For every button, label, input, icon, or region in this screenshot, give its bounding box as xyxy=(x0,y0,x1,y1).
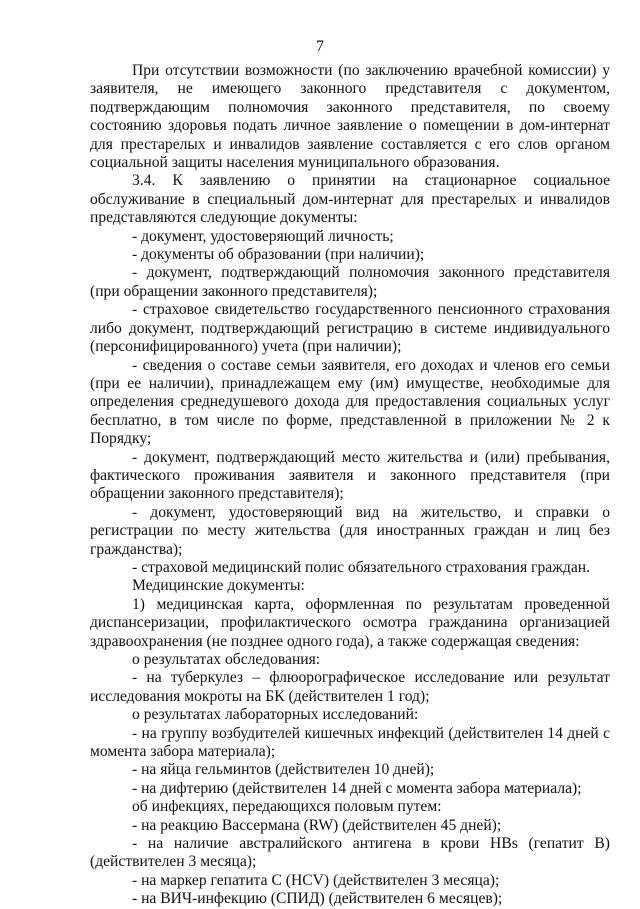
list-item-representative-authority: - документ, подтверждающий полномочия законного представителя (при обращении законного представителя); xyxy=(90,264,610,300)
paragraph-representative-absence: При отсутствии возможности (по заключению врачебной комиссии) у заявителя, не имеющего законного представителя с документом, подтверждающим полномочия законного представителя, по своему состоянию здоровья подать личное заявление о помещении в дом-интернат для престарелых и инвалидов заявление составляется с его слов органом социальной защиты населения муниципального образования. xyxy=(90,62,610,172)
list-item-helminths: - на яйца гельминтов (действителен 10 дней); xyxy=(132,761,435,779)
list-item-residence: - документ, подтверждающий место жительства и (или) пребывания, фактического проживания заявителя и законного представителя (при обращении законного представителя); xyxy=(90,448,610,503)
list-item-identity-document: - документ, удостоверяющий личность; xyxy=(132,227,394,245)
page-number: 7 xyxy=(316,38,324,55)
list-item-hbs-antigen: - на наличие австралийского антигена в крови HBs (гепатит B) (действителен 3 месяца); xyxy=(90,835,610,871)
subheading-examination-results: о результатах обследования: xyxy=(132,651,321,668)
subheading-lab-results: о результатах лабораторных исследований: xyxy=(132,706,419,724)
list-item-diphtheria: - на дифтерию (действителен 14 дней с момента забора материала); xyxy=(132,779,582,797)
list-item-wassermann: - на реакцию Вассермана (RW) (действителен 45 дней); xyxy=(132,816,502,834)
list-item-hiv: - на ВИЧ-инфекцию (СПИД) (действителен 6 месяцев); xyxy=(132,890,503,908)
list-item-medical-policy: - страховой медицинский полис обязательного страхования граждан. xyxy=(132,558,591,576)
paragraph-3-4-heading: 3.4. К заявлению о принятии на стационарное социальное обслуживание в специальный дом-интернат для престарелых и инвалидов представляются следующие документы: xyxy=(90,172,610,227)
list-item-education-documents: - документы об образовании (при наличии); xyxy=(132,246,425,264)
document-body xyxy=(90,62,610,909)
list-item-pension-insurance: - страховое свидетельство государственного пенсионного страхования либо документ, подтверждающий регистрацию в системе индивидуального (персонифицированного) учета (при наличии); xyxy=(90,301,610,356)
list-item-tuberculosis: - на туберкулез – флюорографическое исследование или результат исследования мокроты на БК (действителен 1 год); xyxy=(90,669,610,705)
list-item-intestinal-infections: - на группу возбудителей кишечных инфекций (действителен 14 дней с момента забора материала); xyxy=(90,724,610,761)
subheading-sti: об инфекциях, передающихся половым путем: xyxy=(132,798,442,816)
medical-documents-heading: Медицинские документы: xyxy=(132,577,305,595)
list-item-medical-card: 1) медицинская карта, оформленная по результатам проведенной диспансеризации, профилактического осмотра гражданина организацией здравоохранения (не позднее одного года), а также содержащая сведения: xyxy=(90,595,610,650)
list-item-residence-permit: - документ, удостоверяющий вид на жительство, и справки о регистрации по месту жительства (для иностранных граждан и лиц без гражданства); xyxy=(90,503,610,558)
list-item-hcv: - на маркер гепатита С (HCV) (действителен 3 месяца); xyxy=(132,871,500,889)
list-item-family-income: - сведения о составе семьи заявителя, его доходах и членов его семьи (при ее наличии), принадлежащем ему (им) имуществе, необходимые для определения среднедушевого дохода для предоставления социальных услуг бесплатно, в том числе по форме, представленной в приложении № 2 к Порядку; xyxy=(90,356,610,448)
